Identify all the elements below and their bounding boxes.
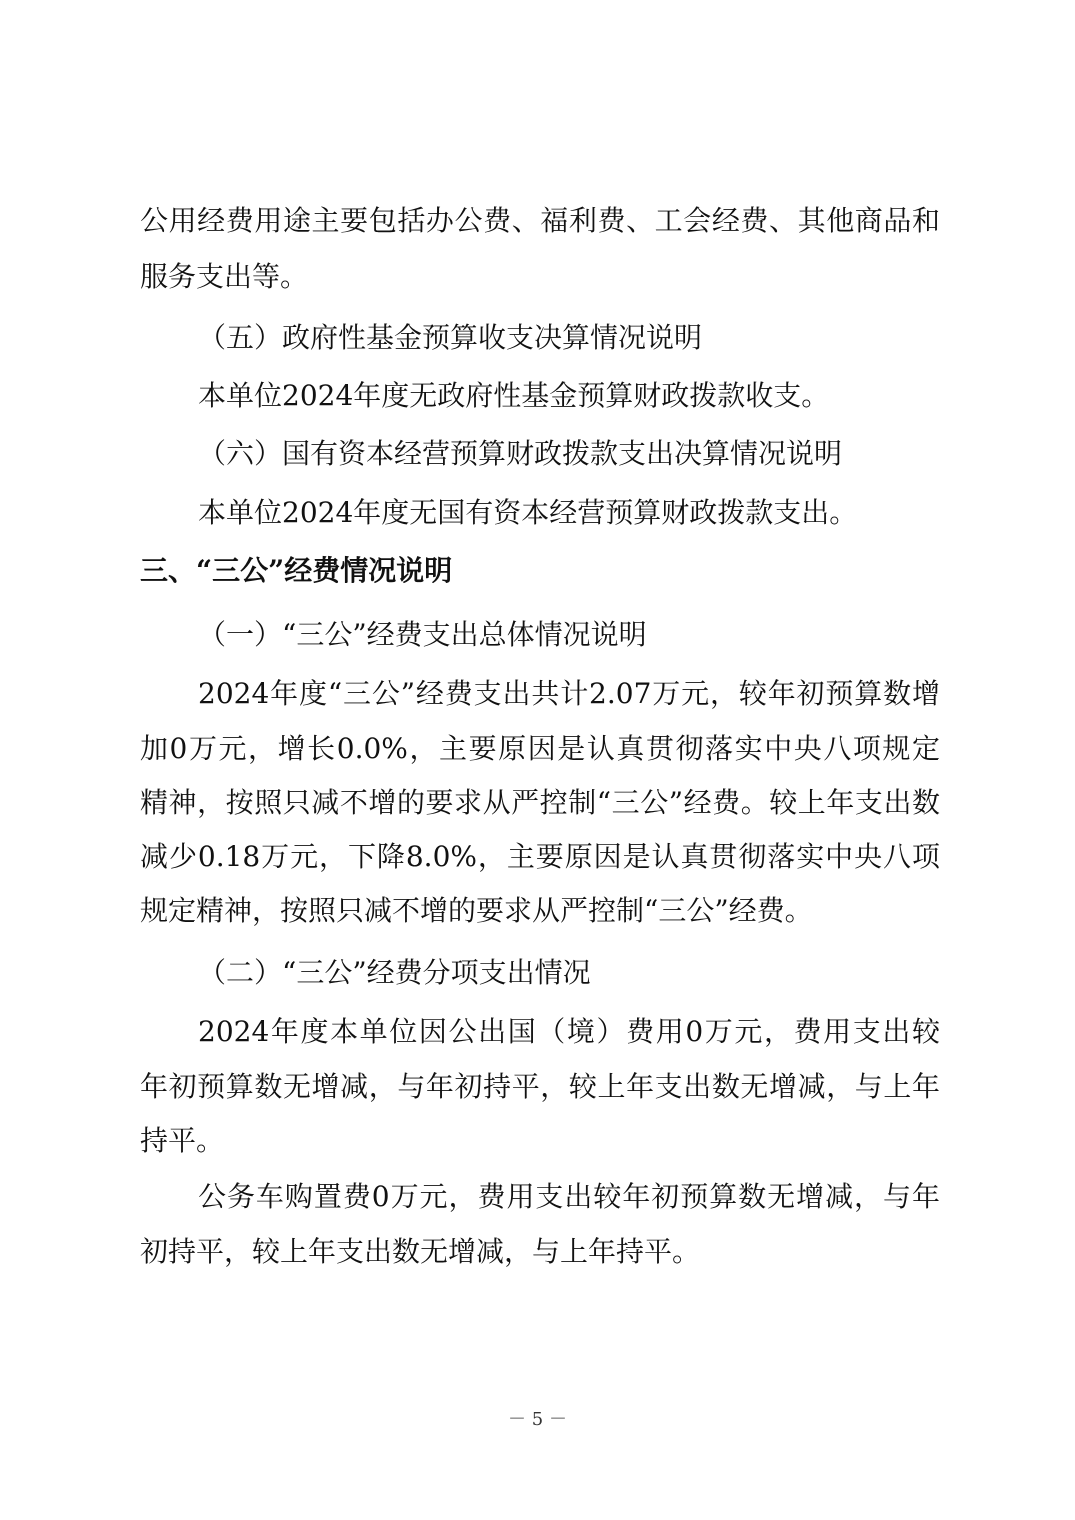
section-heading: （二）“三公”经费分项支出情况 — [198, 956, 591, 989]
paragraph-line: 精神，按照只减不增的要求从严控制“三公”经费。较上年支出数 — [140, 786, 940, 819]
paragraph-line: 2024年度本单位因公出国（境）费用0万元，费用支出较 — [198, 1015, 940, 1048]
paragraph-line: 初持平，较上年支出数无增减，与上年持平。 — [140, 1235, 701, 1268]
paragraph-line: 持平。 — [140, 1124, 225, 1157]
paragraph-line: 加0万元，增长0.0%，主要原因是认真贯彻落实中央八项规定 — [140, 732, 940, 765]
paragraph-line: 年初预算数无增减，与年初持平，较上年支出数无增减，与上年 — [140, 1070, 940, 1103]
chapter-heading: 三、“三公”经费情况说明 — [140, 554, 453, 587]
paragraph-line: 公用经费用途主要包括办公费、福利费、工会经费、其他商品和 — [140, 204, 940, 237]
paragraph-line: 本单位2024年度无政府性基金预算财政拨款收支。 — [198, 379, 830, 412]
section-heading: （六）国有资本经营预算财政拨款支出决算情况说明 — [198, 437, 843, 470]
paragraph-line: 减少0.18万元，下降8.0%，主要原因是认真贯彻落实中央八项 — [140, 840, 940, 873]
paragraph-line: 本单位2024年度无国有资本经营预算财政拨款支出。 — [198, 496, 858, 529]
paragraph-line: 2024年度“三公”经费支出共计2.07万元，较年初预算数增 — [198, 677, 940, 710]
page-number: － 5 － — [508, 1409, 567, 1430]
paragraph-line: 规定精神，按照只减不增的要求从严控制“三公”经费。 — [140, 894, 813, 927]
section-heading: （五）政府性基金预算收支决算情况说明 — [198, 321, 703, 354]
paragraph-line: 服务支出等。 — [140, 260, 309, 293]
section-heading: （一）“三公”经费支出总体情况说明 — [198, 618, 647, 651]
paragraph-line: 公务车购置费0万元，费用支出较年初预算数无增减，与年 — [198, 1180, 940, 1213]
